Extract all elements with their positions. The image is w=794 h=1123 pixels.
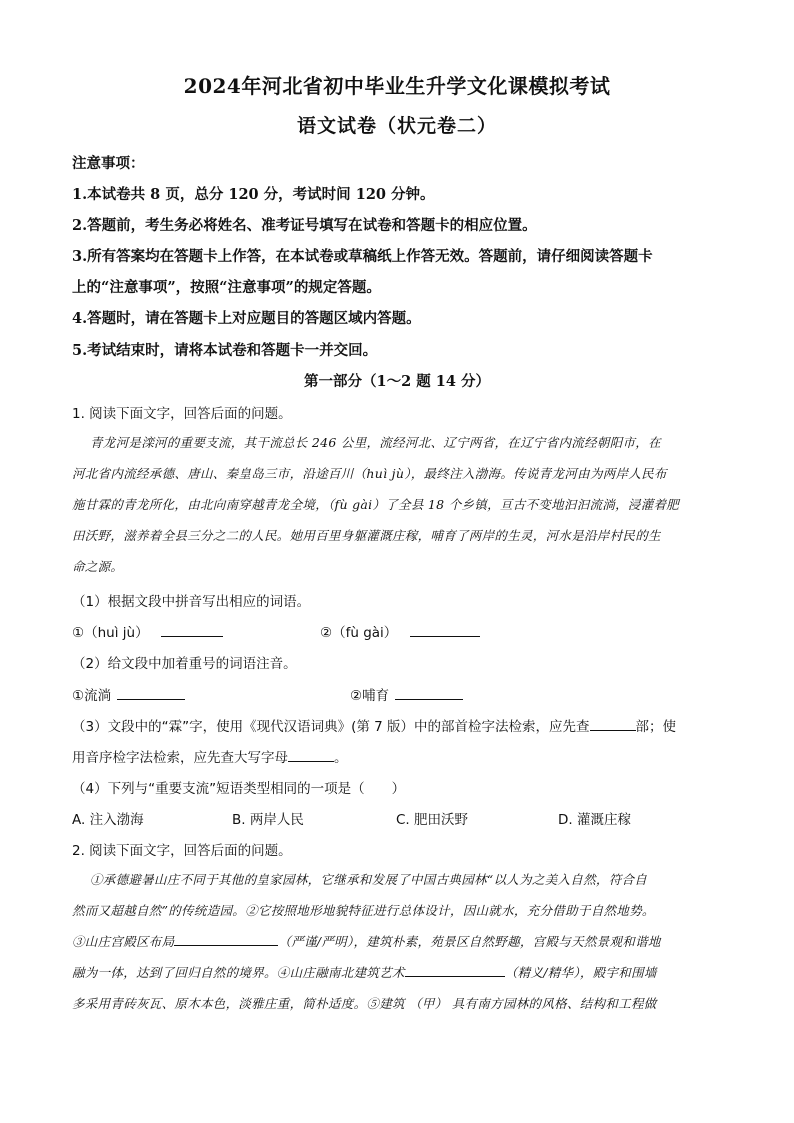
answer-item: [72, 684, 185, 704]
answer-blank[interactable]: [590, 716, 636, 731]
notice-item: 1.本试卷共 8 页，总分 120 分，考试时间 120 分钟。: [72, 186, 435, 203]
passage-line: [72, 963, 657, 981]
passage-text: （严谨/严明），建筑朴素，苑景区自然野趣，宫殿与天然景观和谐地: [278, 934, 661, 949]
notice-item: 上的“注意事项”，按照“注意事项”的规定答题。: [72, 279, 381, 296]
question-2-stem: 2. 阅读下面文字，回答后面的问题。: [72, 843, 292, 859]
option-c[interactable]: C. 肥田沃野: [396, 812, 469, 828]
option-b[interactable]: B. 两岸人民: [232, 812, 304, 828]
passage-text: ③山庄宫殿区布局: [72, 934, 175, 949]
subquestion-3: [72, 715, 676, 735]
answer-label: ①（huì jù）: [72, 625, 149, 641]
passage-line: [72, 932, 661, 950]
passage-line: 施甘霖的青龙所化，由北向南穿越青龙全境，（fù gài）了全县 18 个乡镇，亘古不变地汩汩流淌，浸灌着肥: [72, 497, 680, 512]
passage-text: （精义/精华），殿宇和围墙: [504, 965, 657, 980]
passage-line: 然而又超越自然”的传统造园。②它按照地形地貌特征进行总体设计，因山就水，充分借助于自然地势。: [72, 903, 655, 918]
answer-item: [72, 621, 223, 641]
notice-item: 3.所有答案均在答题卡上作答，在本试卷或草稿纸上作答无效。答题前，请仔细阅读答题卡: [72, 248, 653, 265]
answer-item: [350, 684, 463, 704]
exam-title: 2024年河北省初中毕业生升学文化课模拟考试: [183, 74, 611, 98]
passage-line: 河北省内流经承德、唐山、秦皇岛三市，沿途百川（huì jù），最终注入渤海。传说青龙河由为两岸人民布: [72, 466, 667, 481]
answer-blank[interactable]: [410, 622, 480, 637]
answer-blank[interactable]: [405, 964, 505, 977]
answer-blank[interactable]: [395, 685, 463, 700]
exam-subtitle: 语文试卷（状元卷二）: [296, 115, 497, 137]
option-d[interactable]: D. 灌溉庄稼: [558, 812, 631, 828]
subquestion-text: （3）文段中的“霖”字，使用《现代汉语词典》(第 7 版）中的部首检字法检索，应先查: [72, 719, 590, 735]
answer-item: [320, 621, 480, 641]
subquestion-text: 。: [334, 750, 348, 766]
notice-item: 4.答题时，请在答题卡上对应题目的答题区域内答题。: [72, 310, 421, 327]
answer-label: ①流淌: [72, 688, 112, 704]
answer-blank[interactable]: [174, 933, 278, 946]
subquestion-3-cont: [72, 746, 348, 766]
subquestion-text: 部；使: [635, 719, 677, 735]
part-heading: 第一部分（1～2 题 14 分）: [304, 373, 490, 390]
answer-blank[interactable]: [288, 747, 334, 762]
notice-item: 5.考试结束时，请将本试卷和答题卡一并交回。: [72, 342, 378, 359]
option-a[interactable]: A. 注入渤海: [72, 812, 144, 828]
question-1-stem: 1. 阅读下面文字，回答后面的问题。: [72, 406, 292, 422]
subquestion-2: （2）给文段中加着重号的词语注音。: [72, 656, 297, 672]
answer-blank[interactable]: [117, 685, 185, 700]
passage-line: ①承德避暑山庄不同于其他的皇家园林，它继承和发展了中国古典园林“以人为之美入自然，符合自: [90, 872, 648, 887]
subquestion-text: 用音序检字法检索，应先查大写字母: [72, 750, 288, 766]
subquestion-4: （4）下列与“重要支流”短语类型相同的一项是（ ）: [72, 781, 406, 797]
notice-heading: 注意事项：: [72, 155, 145, 172]
answer-blank[interactable]: [161, 622, 223, 637]
passage-text: 融为一体，达到了回归自然的境界。④山庄融南北建筑艺术: [72, 965, 405, 980]
passage-line: 田沃野，滋养着全县三分之二的人民。她用百里身躯灌溉庄稼，哺育了两岸的生灵，河水是沿岸村民的生: [72, 528, 661, 543]
passage-line: 青龙河是滦河的重要支流，其干流总长 246 公里，流经河北、辽宁两省，在辽宁省内流经朝阳市，在: [90, 435, 661, 450]
passage-line: 多采用青砖灰瓦、原木本色，淡雅庄重，简朴适度。⑤建筑 （甲） 具有南方园林的风格、结构和工程做: [72, 996, 657, 1011]
passage-line: 命之源。: [72, 559, 124, 574]
subquestion-1: （1）根据文段中拼音写出相应的词语。: [72, 594, 311, 610]
answer-label: ②哺育: [350, 688, 390, 704]
notice-item: 2.答题前，考生务必将姓名、准考证号填写在试卷和答题卡的相应位置。: [72, 217, 537, 234]
answer-label: ②（fù gài）: [320, 625, 398, 641]
